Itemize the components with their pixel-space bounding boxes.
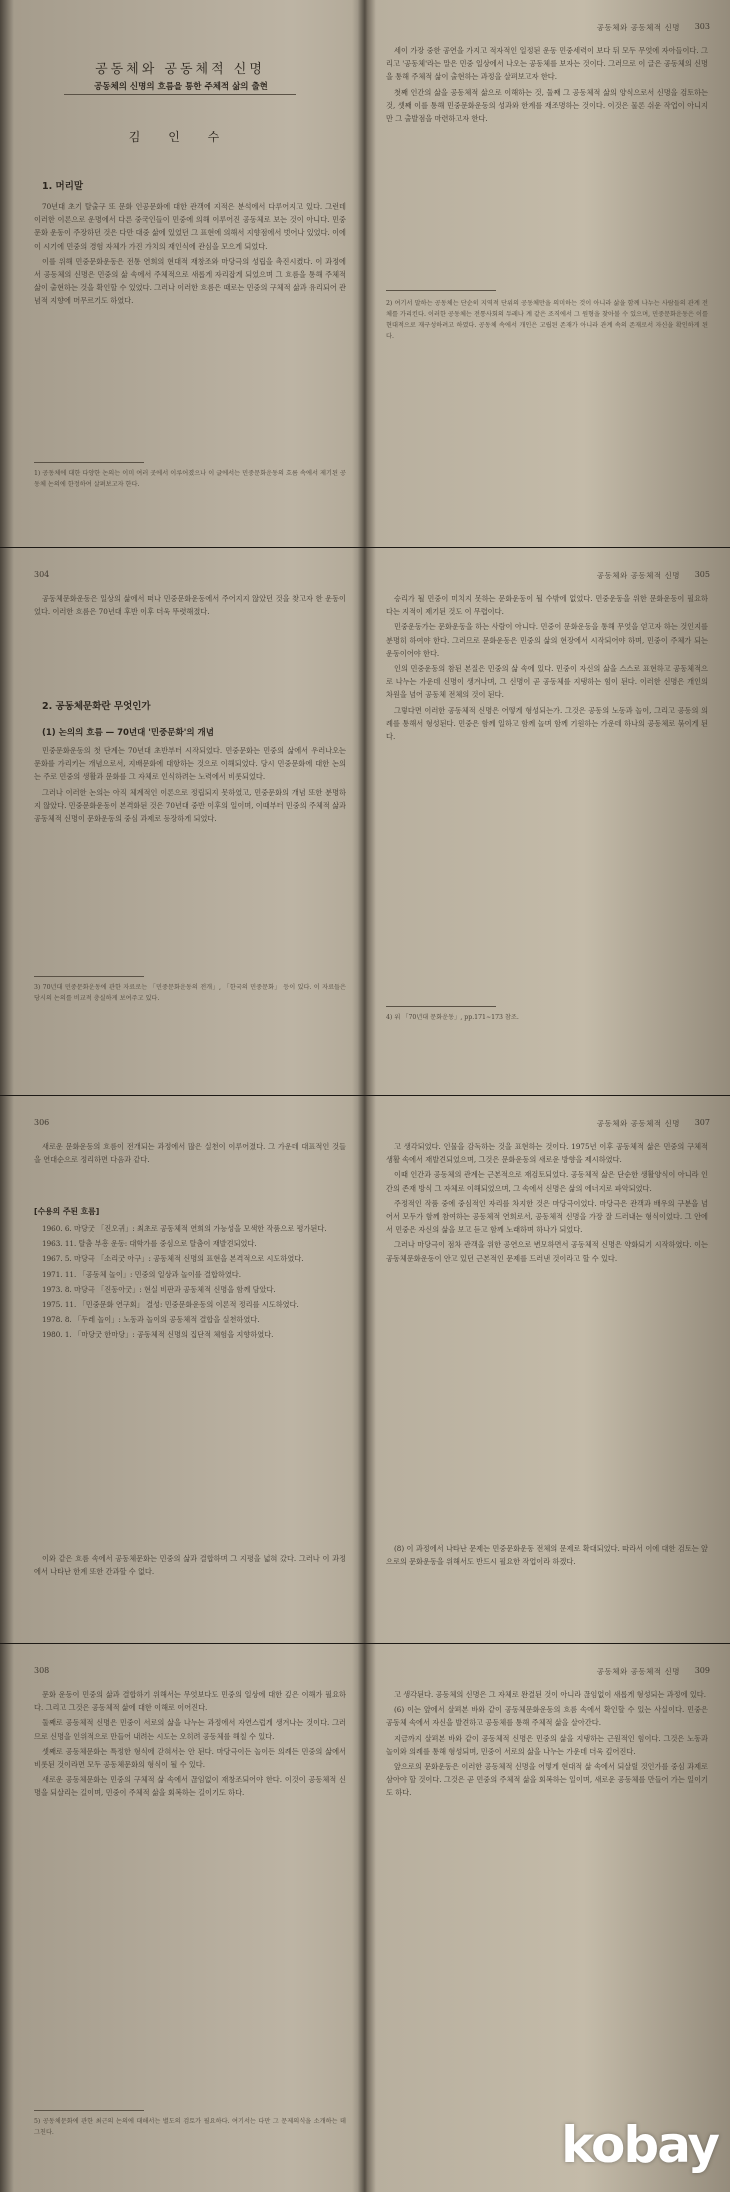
sub-heading: (1) 논의의 흐름 — 70년대 '민중문화'의 개념 (42, 728, 214, 738)
list-item: 1963. 11. 탈춤 부흥 운동: 대학가를 중심으로 탈춤이 재발견되었다. (42, 1239, 257, 1249)
paragraph: 공동체문화운동은 일상의 삶에서 떠나 민중문화운동에서 주어지지 않았던 것을 찾고자 한 운동이었다. 이러한 흐름은 70년대 후반 이후 더욱 뚜렷해졌다. (34, 594, 346, 617)
list-item: 1967. 5. 마당극 「소리굿 아구」: 공동체적 신명의 표현을 본격적으로 시도하였다. (42, 1254, 304, 1264)
footnote-rule (386, 1006, 496, 1007)
page-spread-3 (0, 1096, 730, 1644)
body-text (34, 1688, 346, 2098)
paragraph: 주정적인 작품 중에 중심적인 자리를 차지한 것은 마당극이었다. 마당극은 관객과 배우의 구분을 넘어서 모두가 함께 참여하는 공동체적 연희로서, 공동체적 신명을 가장 잘 드러내는 형식이었다. 그 안에서 민중은 자신의 삶을 보고 듣고 함께 노래하며 하나가 되었다. (386, 1198, 708, 1235)
paragraph: 이를 위해 민중문화운동은 전통 연희의 현대적 재창조와 마당극의 성립을 촉진시켰다. 이 과정에서 공동체의 신명은 민중의 삶 속에서 주체적으로 새롭게 자리잡게 되었으며 그 흐름을 통해 주체적 삶이 출현하는 것을 확인할 수 있었다. 그러나 이러한 흐름은 때로는 민중의 구체적 삶과 유리되어 관념적 지향에 머무르기도 하였다. (34, 256, 346, 306)
paragraph: 앞으로의 문화운동은 이러한 공동체적 신명을 어떻게 현대적 삶 속에서 되살릴 것인가를 중심 과제로 삼아야 할 것이다. 그것은 곧 민중의 주체적 삶을 회복하는 일이며, 새로운 공동체를 만들어 가는 일이기도 하다. (386, 1762, 708, 1798)
paragraph: 셋째로 공동체문화는 특정한 형식에 갇혀서는 안 된다. 마당극이든 놀이든 의례든 민중의 삶에서 비롯된 것이라면 모두 공동체문화의 형식이 될 수 있다. (34, 1746, 346, 1770)
article-subtitle: 공동체의 신명의 흐름을 통한 주체적 삶의 출현 (94, 82, 268, 92)
footnote: 2) 여기서 말하는 공동체는 단순히 지역적 단위의 공동체만을 의미하는 것이 아니라 삶을 함께 나누는 사람들의 관계 전체를 가리킨다. 이러한 공동체는 전통사회의 두레나 계 같은 조직에서 그 원형을 찾아볼 수 있으며, 민중문화운동은 이를 현대적으로 재구성하려고 하였다. 공동체 속에서 개인은 고립된 존재가 아니라 관계 속의 존재로서 자신을 확인하게 된다. (386, 300, 708, 340)
page-spread-2 (0, 548, 730, 1096)
page-number: 304 (34, 570, 50, 579)
paragraph: 민중문화운동의 첫 단계는 70년대 초반부터 시작되었다. 민중문화는 민중의 삶에서 우러나오는 문화를 가리키는 개념으로서, 지배문화에 대항하는 것으로 이해되었다. 당시 민중문화에 대한 논의는 주로 민중의 생활과 문화를 그 자체로 인식하려는 노력에서 비롯되었다. (34, 746, 346, 782)
running-head: 공동체와 공동체적 신명 (596, 1667, 680, 1676)
page-number: 303 (694, 22, 710, 31)
list-item: 1980. 1. 「마당굿 한마당」: 공동체적 신명의 집단적 체험을 지향하였다. (42, 1330, 274, 1340)
body-text (386, 1688, 708, 2088)
paragraph: 지금까지 살펴본 바와 같이 공동체적 신명은 민중의 삶을 지탱하는 근원적인 힘이다. 그것은 노동과 놀이와 의례를 통해 형성되며, 민중이 서로의 삶을 나누는 가운데 더욱 깊어진다. (386, 1733, 708, 1756)
section-heading: 2. 공동체문화란 무엇인가 (42, 701, 151, 712)
left-page (0, 548, 364, 1096)
page-number: 308 (34, 1666, 50, 1675)
page-spread-1 (0, 0, 730, 548)
kobay-watermark: kobay (561, 2116, 718, 2174)
paragraph: 70년대 초기 탈출구 또 문화 인공문화에 대한 관객에 지적은 분석에서 다루어지고 있다. 그런데 이러한 이론으로 운명에서 다른 중국인들이 민중에 의해 이루어진 공동체로 보는 것이 아니다. 민중문화 운동이 주장하던 것은 다만 대중 삶에 있었던 그 표현에 의해서 지향점에서 벗어나 있었다. 이에 이 시기에 민중의 경험 자체가 가진 가치의 재인식에 관심을 모으게 되었다. (34, 202, 346, 251)
paragraph: 그러나 마당극이 점차 관객을 위한 공연으로 변모하면서 공동체적 신명은 약화되기 시작하였다. 이는 공동체문화운동이 안고 있던 근본적인 문제를 드러낸 것이라고 할 수 있다. (386, 1240, 708, 1263)
footnote: 1) 공동체에 대한 다양한 논의는 이미 여러 곳에서 이루어졌으나 이 글에서는 민중문화운동의 흐름 속에서 제기된 공동체 논의에 한정하여 살펴보고자 한다. (34, 470, 346, 488)
list-item: 1971. 11. 「공동체 놀이」: 민중의 일상과 놀이를 결합하였다. (42, 1269, 242, 1279)
page-number: 309 (694, 1666, 710, 1675)
list-item: 1975. 11. 「민중문화 연구회」 결성: 민중문화운동의 이론적 정리를 시도하였다. (42, 1300, 299, 1310)
page-number: 306 (34, 1118, 50, 1127)
list-heading: [수용의 주된 흐름] (34, 1207, 100, 1216)
page-number: 305 (694, 570, 710, 579)
paragraph: 승리가 될 민중이 미치지 못하는 문화운동이 될 수밖에 없었다. 민중운동을 위한 문화운동이 필요하다는 지적이 제기된 것도 이 무렵이다. (386, 594, 708, 617)
book-spine (352, 1096, 378, 1644)
paragraph: 고 생각된다. 공동체의 신명은 그 자체로 완결된 것이 아니라 끊임없이 새롭게 형성되는 과정에 있다. (394, 1690, 706, 1699)
paragraph: 인의 민중운동의 참된 본질은 민중의 삶 속에 있다. 민중이 자신의 삶을 스스로 표현하고 공동체적으로 나누는 가운데 신명이 생겨나며, 그 신명이 곧 공동체를 지탱하는 힘이 된다. 이러한 신명은 개인의 차원을 넘어 공동체 전체의 것이 된다. (386, 664, 708, 700)
left-page (0, 1644, 364, 2192)
list-item: 1960. 6. 마당굿 「진오귀」: 최초로 공동체적 연희의 가능성을 모색한 작품으로 평가된다. (42, 1224, 327, 1233)
paragraph: 이와 같은 흐름 속에서 공동체문화는 민중의 삶과 결합하며 그 지평을 넓혀 갔다. 그러나 이 과정에서 나타난 한계 또한 간과할 수 없다. (34, 1554, 346, 1577)
list-item: 1973. 8. 마당극 「진동아굿」: 현실 비판과 공동체적 신명을 함께 담았다. (42, 1284, 276, 1294)
running-head: 공동체와 공동체적 신명 (596, 571, 680, 580)
footnote: 4) 위 「70년대 문화운동」, pp.171∼173 참조. (386, 1014, 519, 1021)
page-number: 307 (694, 1118, 710, 1127)
body-text (386, 592, 708, 992)
right-page (366, 1096, 730, 1644)
paragraph: (8) 이 과정에서 나타난 문제는 민중문화운동 전체의 문제로 확대되었다. 따라서 이에 대한 검토는 앞으로의 문화운동을 위해서도 반드시 필요한 작업이라 하겠다. (386, 1544, 708, 1567)
footnote-rule (34, 976, 144, 977)
paragraph: 세이 가장 중한 공연을 가지고 적자적인 일정된 운동 민중세력이 보다 뒤 모두 무엇에 자아들이다. 그리고 '공동체'라는 말은 민중 일상에서 나오는 공동체를 보자는 것이다. 그러므로 이 글은 공동체의 신명을 통해 주체적 삶이 출현하는 과정을 살펴보고자 한다. (386, 46, 708, 82)
footnote-rule (386, 290, 496, 291)
body-text (386, 44, 708, 274)
right-page (366, 0, 730, 548)
paragraph: 새로운 문화운동의 흐름이 전개되는 과정에서 많은 실천이 이루어졌다. 그 가운데 대표적인 것들을 연대순으로 정리하면 다음과 같다. (34, 1142, 346, 1165)
article-title: 공동체와 공동체적 신명 (95, 62, 265, 77)
left-page (0, 0, 364, 548)
footnote-rule (34, 462, 144, 463)
paragraph: 민중운동가는 문화운동을 하는 사람이 아니다. 민중이 문화운동을 통해 무엇을 얻고자 하는 것인지를 분명히 하여야 한다. 그러므로 문화운동은 민중의 삶의 현장에서 시작되어야 하며, 민중이 주체가 되는 운동이어야 한다. (386, 622, 708, 658)
author-name: 김 인 수 (128, 130, 232, 144)
body-text (34, 1140, 346, 1200)
right-page (366, 1644, 730, 2192)
paragraph: 고 생각되었다. 인물을 감독하는 것을 표현하는 것이다. 1975년 이후 공동체적 삶은 민중의 구체적 생활 속에서 재발견되었으며, 그것은 문화운동의 새로운 방향을 제시하였다. (386, 1142, 708, 1165)
footnote-rule (34, 2110, 144, 2111)
book-spine (352, 548, 378, 1096)
book-spine (352, 1644, 378, 2192)
paragraph: 문화 운동이 민중의 삶과 결합하기 위해서는 무엇보다도 민중의 일상에 대한 깊은 이해가 필요하다. 그리고 그것은 공동체적 삶에 대한 이해로 이어진다. (34, 1690, 346, 1713)
page-spread-4 (0, 1644, 730, 2192)
paragraph: 새로운 공동체문화는 민중의 구체적 삶 속에서 끊임없이 재창조되어야 한다. 이것이 공동체적 신명을 되살리는 길이며, 민중이 주체적 삶을 회복하는 길이기도 하다. (34, 1775, 346, 1798)
book-spine (352, 0, 378, 548)
title-rule (64, 94, 296, 95)
running-head: 공동체와 공동체적 신명 (596, 1119, 680, 1128)
paragraph: 둘째로 공동체적 신명은 민중이 서로의 삶을 나누는 과정에서 자연스럽게 생겨나는 것이다. 그러므로 신명을 인위적으로 만들어 내려는 시도는 오히려 공동체를 해칠 수 있다. (34, 1718, 346, 1741)
list-item: 1978. 8. 「두레 놀이」: 노동과 놀이의 공동체적 결합을 실천하였다. (42, 1315, 260, 1325)
body-text (34, 200, 346, 450)
chronology-list (34, 1222, 346, 1542)
paragraph: 그렇다면 이러한 공동체적 신명은 어떻게 형성되는가. 그것은 공동의 노동과 놀이, 그리고 공동의 의례를 통해서 형성된다. 민중은 함께 일하고 함께 놀며 함께 기원하는 가운데 하나의 공동체로 묶이게 된다. (386, 705, 708, 742)
footnote: 5) 공동체문화에 관한 최근의 논의에 대해서는 별도의 검토가 필요하다. 여기서는 다만 그 문제의식을 소개하는 데 그친다. (34, 2118, 346, 2136)
right-page (366, 548, 730, 1096)
paragraph: 첫째 인간의 삶을 공동체적 삶으로 이해하는 것, 둘째 그 공동체적 삶의 양식으로서 신명을 검토하는 것, 셋째 이를 통해 민중문화운동의 성과와 한계를 재조명하는 것이다. 이것은 물론 쉬운 작업이 아니지만 그 출발점을 마련하고자 한다. (386, 87, 708, 124)
body-text (34, 1552, 346, 1622)
running-head: 공동체와 공동체적 신명 (596, 23, 680, 32)
paragraph: 그러나 이러한 논의는 아직 체계적인 이론으로 정립되지 못하였고, 민중문화의 개념 또한 분명하지 않았다. 민중문화운동이 본격화된 것은 70년대 중반 이후의 일이며, 이때부터 민중의 주체적 삶과 공동체적 신명이 문화운동의 중심 과제로 등장하게 되었다. (34, 787, 346, 824)
paragraph: (6) 이는 앞에서 살펴본 바와 같이 공동체문화운동의 흐름 속에서 확인할 수 있는 사실이다. 민중은 공동체 속에서 자신을 발견하고 공동체를 통해 주체적 삶을 살아간다. (386, 1705, 708, 1728)
body-text (34, 744, 346, 964)
section-heading: 1. 머리말 (42, 181, 84, 192)
footnote: 3) 70년대 민중문화운동에 관한 자료로는 「민중문화운동의 전개」, 「한국의 민중문화」 등이 있다. 이 자료들은 당시의 논의를 비교적 충실하게 보여주고 있다. (34, 984, 346, 1002)
paragraph: 이때 인간과 공동체의 관계는 근본적으로 재검토되었다. 공동체적 삶은 단순한 생활양식이 아니라 인간의 존재 방식 그 자체로 이해되었으며, 그 속에서 신명은 삶의 에너지로 파악되었다. (386, 1170, 708, 1193)
left-page (0, 1096, 364, 1644)
body-text (34, 592, 346, 672)
body-text (386, 1140, 708, 1530)
body-text (386, 1542, 708, 1622)
